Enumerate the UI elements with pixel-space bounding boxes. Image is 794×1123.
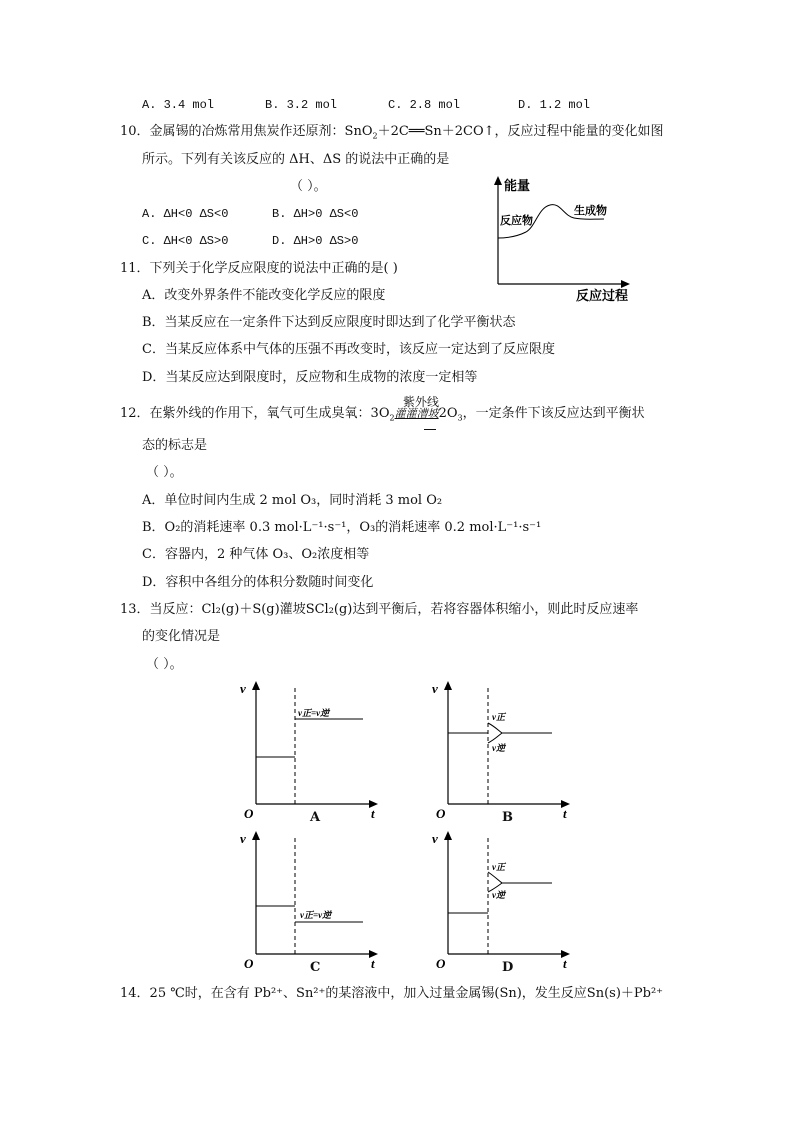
q12-stem-a-sub: 2 (389, 413, 395, 423)
graph-d-upper-label: v正 (492, 862, 505, 872)
q10-stem1: 金属锡的冶炼常用焦炭作还原剂：SnO (149, 124, 373, 139)
energy-reactant-label: 反应物 (500, 215, 533, 227)
q9-option-d: D. 1.2 mol (518, 98, 591, 112)
graph-d-axis-v-arrow (444, 831, 452, 840)
energy-x-label: 反应过程 (576, 288, 629, 302)
q9-option-b: B. 3.2 mol (265, 98, 338, 112)
graph-a-axis-v-arrow (252, 681, 260, 690)
q12-stem-line1 (120, 405, 645, 423)
q12-stem-a-tail: ，一定条件下该反应达到平衡状 (462, 406, 645, 421)
graph-b-upper-label: v正 (492, 712, 505, 722)
q10-stem1-sub: 2 (372, 131, 378, 141)
q12-arrow-mid: 灌灌漕坡 (394, 407, 439, 420)
graph-a-annotation: v正=v逆 (298, 708, 330, 718)
q11-option-c: C．当某反应体系中气体的压强不再改变时，该反应一定达到了反应限度 (142, 342, 555, 357)
q12-arrow-underline (424, 429, 436, 430)
graph-a-label: A (310, 810, 321, 825)
graph-a-t-label: t (371, 806, 375, 821)
graph-b (428, 676, 588, 826)
q10-blank: （ ）。 (290, 179, 327, 194)
graph-d-lower-label: v逆 (492, 890, 505, 900)
q11-option-b: B．当某反应在一定条件下达到反应限度时即达到了化学平衡状态 (142, 315, 516, 330)
q10-stem-line2: 所示。下列有关该反应的 ΔH、ΔS 的说法中正确的是 (142, 152, 450, 167)
q13-blank: （ ）。 (146, 657, 183, 672)
graph-b-v-label: v (432, 681, 438, 696)
graph-c-t-label: t (371, 956, 375, 971)
energy-product-label: 生成物 (574, 205, 607, 217)
graph-a (236, 676, 396, 826)
q10-stem-line1 (120, 123, 664, 141)
graph-c (236, 826, 396, 976)
graph-b-origin: O (436, 806, 446, 821)
q13-stem-line1: 13．当反应：Cl₂(g)＋S(g)灌坡SCl₂(g)达到平衡后，若将容器体积缩小，则此时反应速率 (120, 602, 639, 617)
graph-d-t-label: t (563, 956, 567, 971)
energy-diagram (480, 172, 640, 302)
graph-b-t-label: t (563, 806, 567, 821)
graph-c-annotation: v正=v逆 (300, 910, 332, 920)
q14-stem: 14．25 ℃时，在含有 Pb²⁺、Sn²⁺的某溶液中，加入过量金属锡(Sn)，发生反应Sn(s)＋Pb²⁺ (120, 986, 664, 1001)
q11-stem: 11．下列关于化学反应限度的说法中正确的是( ) (120, 261, 398, 276)
graph-a-v-label: v (240, 681, 246, 696)
q12-option-d: D．容积中各组分的体积分数随时间变化 (142, 575, 374, 590)
q11-option-a: A．改变外界条件不能改变化学反应的限度 (142, 288, 386, 303)
q12-stem-a-end-sub: 3 (457, 413, 463, 423)
graph-b-forward-curve (488, 723, 502, 733)
q10-option-c: C. ΔH<0 ΔS>0 (142, 234, 229, 248)
graph-d (428, 826, 588, 976)
q12-stem-a: 12．在紫外线的作用下，氧气可生成臭氧：3O (120, 406, 390, 421)
graph-a-origin: O (244, 806, 254, 821)
graph-d-label: D (502, 960, 514, 975)
graph-c-axis-v-arrow (252, 831, 260, 840)
energy-y-label: 能量 (504, 178, 531, 193)
graph-c-v-label: v (240, 831, 246, 846)
energy-axis-x-arrow (621, 280, 630, 288)
graph-d-origin: O (436, 956, 446, 971)
graph-c-label: C (310, 960, 321, 975)
q12-arrow-top: 紫外线 (403, 395, 440, 409)
q10-number: 10． (120, 124, 150, 139)
q10-option-d: D. ΔH>0 ΔS>0 (272, 234, 359, 248)
q9-option-c: C. 2.8 mol (388, 98, 461, 112)
graph-b-axis-v-arrow (444, 681, 452, 690)
graph-c-origin: O (244, 956, 254, 971)
q10-stem1-rest: ＋2C══Sn＋2CO↑，反应过程中能量的变化如图 (377, 124, 664, 139)
q12-blank: （ ）。 (146, 465, 183, 480)
q11-option-d: D．当某反应达到限度时，反应物和生成物的浓度一定相等 (142, 370, 478, 385)
graph-d-forward-curve (488, 872, 502, 883)
graph-b-lower-label: v逆 (492, 743, 505, 753)
graph-b-reverse-curve (488, 733, 502, 743)
q9-option-a: A. 3.4 mol (142, 98, 215, 112)
q12-stem-line2: 态的标志是 (142, 438, 208, 453)
q10-option-b: B. ΔH>0 ΔS<0 (272, 207, 359, 221)
q12-option-b: B．O₂的消耗速率 0.3 mol·L⁻¹·s⁻¹，O₃的消耗速率 0.2 mol·L⁻¹·s⁻¹ (142, 520, 542, 535)
q12-stem-a-end: 2O (438, 406, 458, 421)
q12-option-c: C．容器内，2 种气体 O₃、O₂浓度相等 (142, 547, 370, 562)
q10-option-a: A. ΔH<0 ΔS<0 (142, 207, 229, 221)
graph-b-label: B (502, 810, 513, 825)
q12-option-a: A．单位时间内生成 2 mol O₃，同时消耗 3 mol O₂ (142, 493, 443, 508)
graph-d-v-label: v (432, 831, 438, 846)
q13-stem-line2: 的变化情况是 (142, 629, 221, 644)
energy-axis-y-arrow (494, 176, 502, 185)
